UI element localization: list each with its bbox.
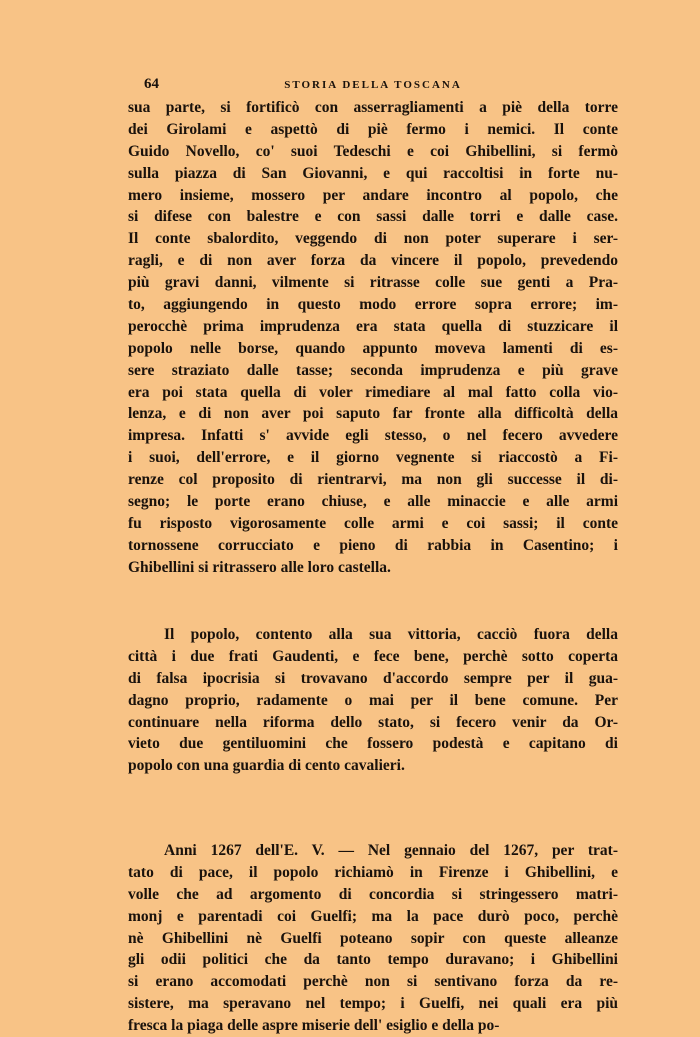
book-page	[128, 72, 618, 1035]
paragraph-1	[128, 97, 618, 579]
text-line: più gravi danni, vilmente si ritrasse colle sue genti a Pra-	[128, 274, 618, 292]
text-line: lenza, e di non aver poi saputo far fronte alla difficoltà della	[128, 405, 618, 423]
text-line: popolo con una guardia di cento cavalieri.	[128, 757, 405, 775]
text-line: tato di pace, il popolo richiamò in Firenze i Ghibellini, e	[128, 863, 618, 881]
text-line: volle che ad argomento di concordia si stringessero matri-	[128, 885, 618, 903]
text-line: popolo nelle borse, quando appunto moveva lamenti di es-	[128, 339, 618, 357]
page-header	[128, 72, 618, 96]
text-line: sua parte, si fortificò con asserragliamenti a piè della torre	[128, 99, 618, 116]
text-line: perocchè prima imprudenza era stata quella di stuzzicare il	[128, 317, 618, 335]
text-line: ragli, e di non aver forza da vincere il popolo, prevedendo	[128, 252, 618, 270]
text-line: sere straziato dalle tasse; seconda imprudenza e più grave	[128, 361, 618, 379]
paragraph-3	[128, 840, 618, 1037]
page-number: 64	[144, 76, 159, 92]
text-line: Ghibellini si ritrassero alle loro castella.	[128, 558, 391, 576]
running-title: STORIA DELLA TOSCANA	[284, 79, 462, 91]
text-line: sulla piazza di San Giovanni, e qui raccoltisi in forte nu-	[128, 164, 618, 182]
text-line: città i due frati Gaudenti, e fece bene, perchè sotto coperta	[128, 647, 618, 665]
text-line: vieto due gentiluomini che fossero podestà e capitano di	[128, 735, 618, 753]
text-line: Il popolo, contento alla sua vittoria, cacciò fuora della	[164, 626, 618, 643]
text-line: i suoi, dell'errore, e il giorno vegnente si riaccostò a Fi-	[128, 449, 618, 467]
text-line: nè Ghibellini nè Guelfi poteano sopir con queste alleanze	[128, 929, 618, 947]
text-line: to, aggiungendo in questo modo errore sopra errore; im-	[128, 296, 618, 314]
text-line: Anni 1267 dell'E. V. — Nel gennaio del 1267, per trat-	[164, 842, 618, 859]
text-line: fu risposto vigorosamente colle armi e coi sassi; il conte	[128, 514, 618, 532]
text-line: si erano accomodati perchè non si sentivano forza da re-	[128, 973, 618, 991]
text-line: segno; le porte erano chiuse, e alle minaccie e alle armi	[128, 493, 618, 511]
text-line: continuare nella riforma dello stato, si fecero venir da Or-	[128, 713, 618, 731]
text-line: era poi stata quella di voler rimediare al mal fatto colla vio-	[128, 383, 618, 401]
text-line: di falsa ipocrisia si trovavano d'accordo sempre per il gua-	[128, 669, 618, 687]
text-line: renze col proposito di rientrarvi, ma non gli successe il di-	[128, 471, 618, 489]
text-line: sistere, ma speravano nel tempo; i Guelfi, nei quali era più	[128, 995, 618, 1013]
paragraph-2	[128, 624, 618, 777]
text-line: monj e parentadi coi Guelfi; ma la pace durò poco, perchè	[128, 907, 618, 925]
text-line: Guido Novello, co' suoi Tedeschi e coi Ghibellini, si fermò	[128, 142, 618, 160]
text-line: Il conte sbalordito, veggendo di non poter superare i ser-	[128, 230, 618, 248]
text-line: gli odii politici che da tanto tempo duravano; i Ghibellini	[128, 951, 618, 969]
text-line: mero insieme, mossero per andare incontro al popolo, che	[128, 186, 618, 204]
text-line: impresa. Infatti s' avvide egli stesso, o nel fecero avvedere	[128, 427, 618, 445]
text-line: tornossene corrucciato e pieno di rabbia in Casentino; i	[128, 536, 618, 554]
text-line: dei Girolami e aspettò di piè fermo i nemici. Il conte	[128, 120, 618, 138]
text-line: si difese con balestre e con sassi dalle torri e dalle case.	[128, 208, 618, 226]
text-line: dagno proprio, radamente o mai per il bene comune. Per	[128, 691, 618, 709]
text-line: fresca la piaga delle aspre miserie dell' esiglio e della po-	[128, 1017, 500, 1035]
